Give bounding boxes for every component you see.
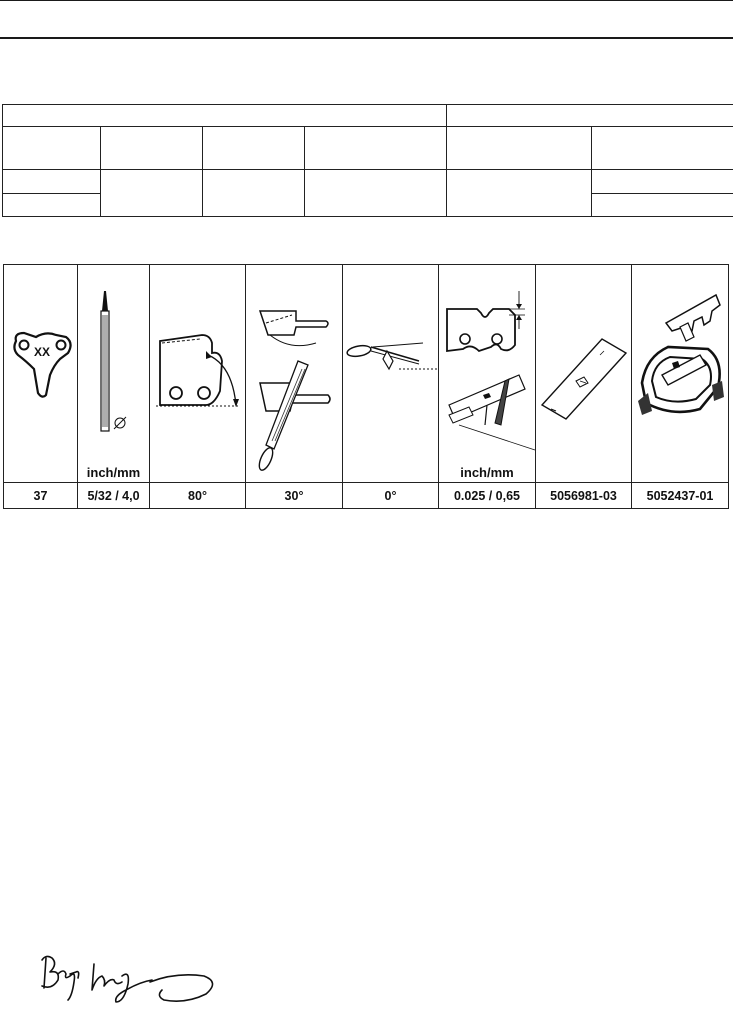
file-guide-tool-icon <box>632 265 729 482</box>
spec-column-header-row <box>3 127 733 170</box>
file-angle-cell <box>246 265 343 483</box>
file-angle-value: 30° <box>246 483 343 509</box>
top-plate-angle-80-icon <box>150 265 246 482</box>
round-file-icon <box>78 265 150 465</box>
spec-col-header <box>447 127 592 170</box>
link-marking-text: XX <box>33 345 51 359</box>
spec-cell <box>305 170 447 217</box>
depth-gauge-setting-icon <box>439 265 536 465</box>
spec-header-row <box>3 105 733 127</box>
spec-table <box>2 104 733 217</box>
file-unit-label: inch/mm <box>86 465 141 480</box>
spec-cell <box>592 194 733 217</box>
illustration-row <box>4 265 729 483</box>
sharpening-table <box>3 264 729 509</box>
depth-gauge-tool-part-number: 5056981-03 <box>536 483 632 509</box>
depth-gauge-tool-icon <box>536 265 632 482</box>
file-holder-cell <box>343 265 439 483</box>
chain-link-cell <box>4 265 78 483</box>
spec-group-header-right <box>447 105 733 127</box>
top-plate-angle-value: 80° <box>150 483 246 509</box>
spec-cell <box>592 170 733 194</box>
spec-cell <box>203 170 305 217</box>
spec-col-header <box>101 127 203 170</box>
chain-link-xx-icon <box>4 265 78 482</box>
spec-cell <box>3 194 101 217</box>
header-rule <box>0 37 733 39</box>
file-guide-part-number: 5052437-01 <box>632 483 729 509</box>
depth-gauge-unit-label: inch/mm <box>460 465 514 480</box>
top-plate-angle-cell <box>150 265 246 483</box>
spec-data-row <box>3 170 733 194</box>
round-file-cell <box>78 265 150 483</box>
spec-col-header <box>305 127 447 170</box>
signature-image <box>36 950 221 1008</box>
top-rule <box>0 0 733 1</box>
depth-gauge-tool-cell <box>536 265 632 483</box>
spec-cell <box>3 170 101 194</box>
spec-col-header <box>592 127 733 170</box>
file-holder-tilt-0-icon <box>343 265 439 482</box>
chain-link-value: 37 <box>4 483 78 509</box>
depth-gauge-value: 0.025 / 0,65 <box>439 483 536 509</box>
file-angle-30-icon <box>246 265 343 482</box>
spec-col-header <box>3 127 101 170</box>
spec-cell <box>447 170 592 217</box>
file-holder-angle-value: 0° <box>343 483 439 509</box>
depth-gauge-cell <box>439 265 536 483</box>
spec-group-header-left <box>3 105 447 127</box>
spec-col-header <box>203 127 305 170</box>
values-row <box>4 483 729 509</box>
file-diameter-value: 5/32 / 4,0 <box>78 483 150 509</box>
spec-cell <box>101 170 203 217</box>
file-guide-tool-cell <box>632 265 729 483</box>
